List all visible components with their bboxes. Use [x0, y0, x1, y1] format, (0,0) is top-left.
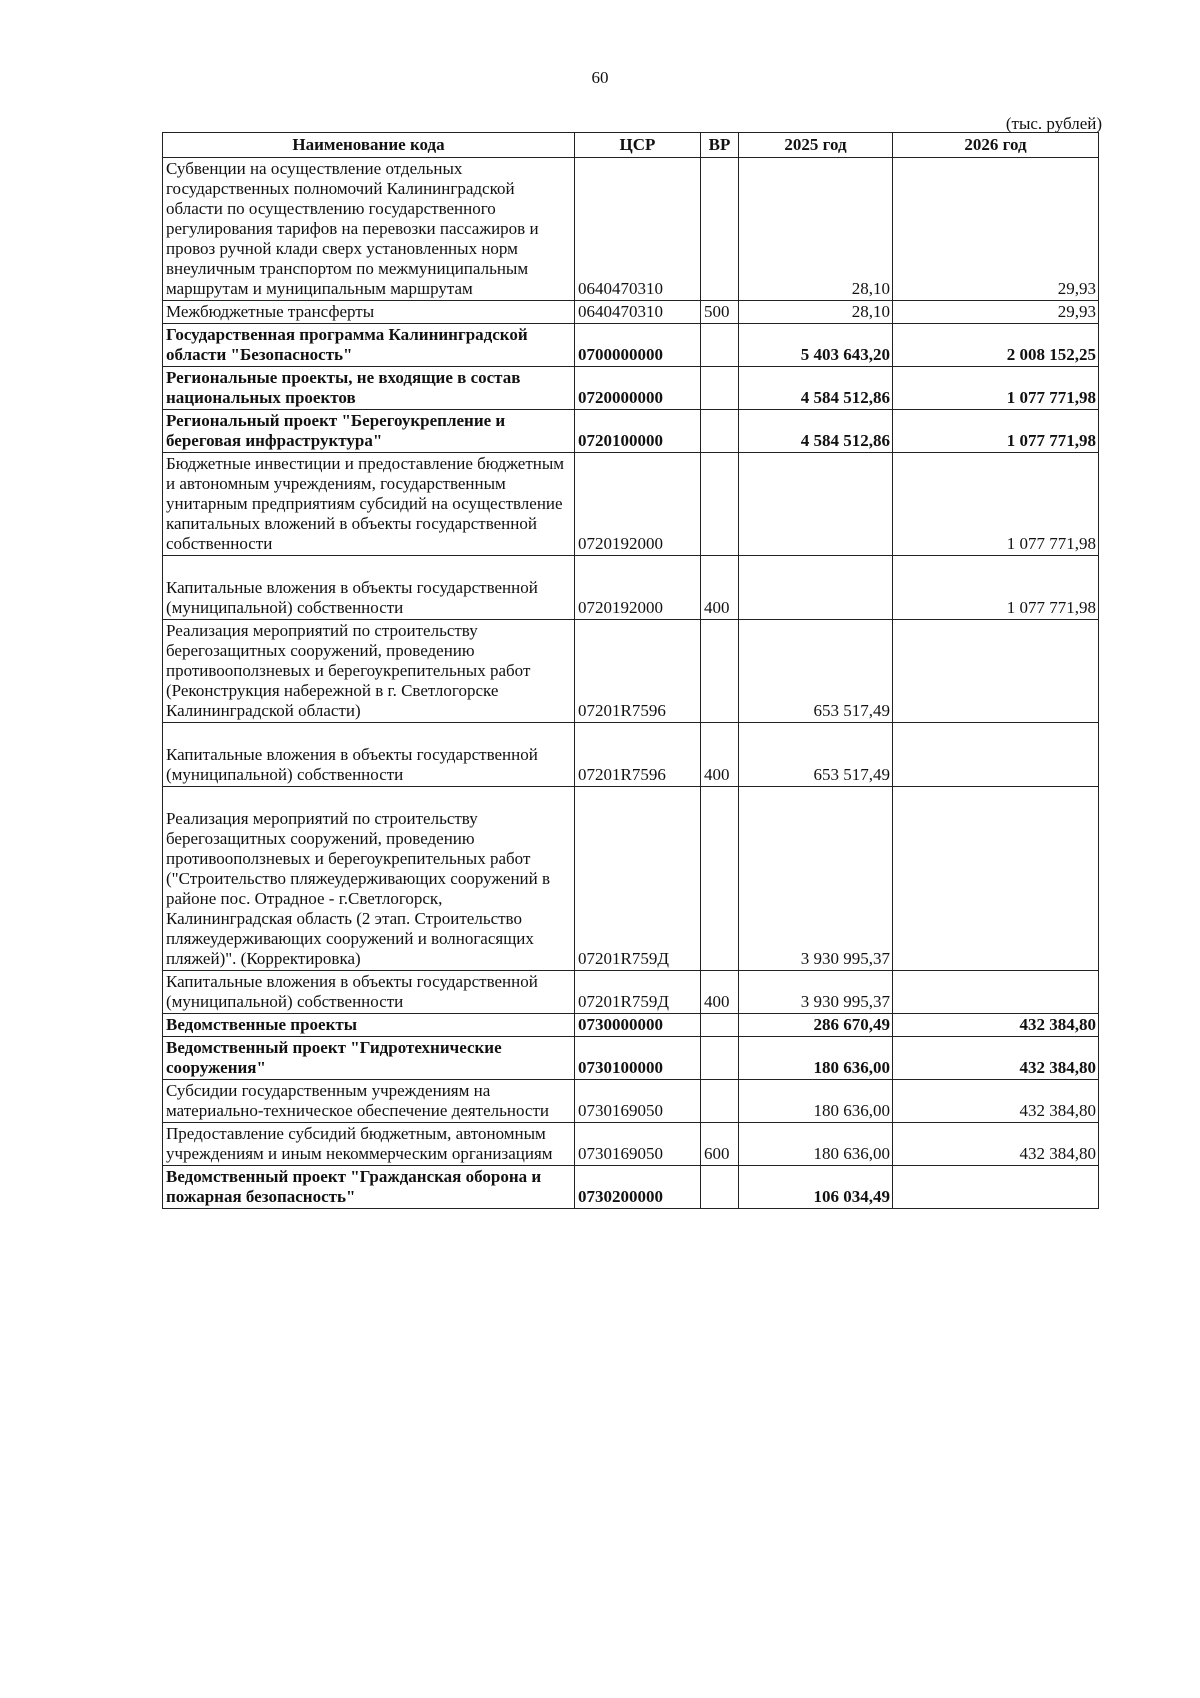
cell-name: Капитальные вложения в объекты государственной (муниципальной) собственности — [163, 971, 575, 1014]
cell-csr: 0730200000 — [575, 1166, 701, 1209]
cell-name: Реализация мероприятий по строительству берегозащитных сооружений, проведению противооползневых и берегоукрепительных работ ("Строительство пляжеудерживающих сооружений в районе пос. Отрадное - г.Светлогорск, Калининградская область (2 этап. Строительство пляжеудерживающих сооружений и волногасящих пляжей)". (Корректировка) — [163, 787, 575, 971]
cell-csr: 07201R759Д — [575, 971, 701, 1014]
table-row — [163, 556, 1099, 620]
table-row — [163, 1014, 1099, 1037]
table-row — [163, 324, 1099, 367]
header-csr: ЦСР — [575, 133, 701, 158]
cell-y2026: 29,93 — [893, 158, 1099, 301]
table-row — [163, 787, 1099, 971]
cell-name: Государственная программа Калининградской области "Безопасность" — [163, 324, 575, 367]
cell-y2026 — [893, 787, 1099, 971]
table-row — [163, 1123, 1099, 1166]
cell-y2025: 3 930 995,37 — [739, 971, 893, 1014]
cell-y2026 — [893, 723, 1099, 787]
cell-vr: 400 — [701, 723, 739, 787]
table-row — [163, 367, 1099, 410]
table-row — [163, 301, 1099, 324]
header-row — [163, 133, 1099, 158]
cell-csr: 07201R7596 — [575, 620, 701, 723]
cell-vr — [701, 158, 739, 301]
cell-csr: 0720000000 — [575, 367, 701, 410]
table-row — [163, 1037, 1099, 1080]
cell-y2025: 4 584 512,86 — [739, 410, 893, 453]
table-row — [163, 158, 1099, 301]
cell-csr: 0730169050 — [575, 1123, 701, 1166]
cell-name: Капитальные вложения в объекты государственной (муниципальной) собственности — [163, 556, 575, 620]
cell-y2026 — [893, 971, 1099, 1014]
table-row — [163, 971, 1099, 1014]
cell-y2025: 180 636,00 — [739, 1123, 893, 1166]
table-row — [163, 410, 1099, 453]
cell-name: Капитальные вложения в объекты государственной (муниципальной) собственности — [163, 723, 575, 787]
cell-csr: 0720100000 — [575, 410, 701, 453]
cell-name: Ведомственный проект "Гражданская оборона и пожарная безопасность" — [163, 1166, 575, 1209]
page-number: 60 — [591, 68, 609, 87]
cell-name: Предоставление субсидий бюджетным, автономным учреждениям и иным некоммерческим организациям — [163, 1123, 575, 1166]
cell-csr: 0720192000 — [575, 556, 701, 620]
cell-y2025 — [739, 556, 893, 620]
table-row — [163, 1080, 1099, 1123]
cell-vr — [701, 324, 739, 367]
cell-y2026: 1 077 771,98 — [893, 410, 1099, 453]
cell-name: Ведомственные проекты — [163, 1014, 575, 1037]
cell-y2025: 28,10 — [739, 301, 893, 324]
cell-y2026: 1 077 771,98 — [893, 453, 1099, 556]
cell-vr — [701, 620, 739, 723]
table-body — [163, 158, 1099, 1209]
cell-csr: 0730169050 — [575, 1080, 701, 1123]
cell-y2025: 286 670,49 — [739, 1014, 893, 1037]
header-2026: 2026 год — [893, 133, 1099, 158]
cell-vr — [701, 1080, 739, 1123]
cell-name: Региональные проекты, не входящие в состав национальных проектов — [163, 367, 575, 410]
cell-y2025: 5 403 643,20 — [739, 324, 893, 367]
cell-name: Субвенции на осуществление отдельных государственных полномочий Калининградской области по осуществлению государственного регулирования тарифов на перевозки пассажиров и провоз ручной клади сверх установленных норм внеуличным транспортом по межмуниципальным маршрутам и муниципальным маршрутам — [163, 158, 575, 301]
cell-y2026: 432 384,80 — [893, 1080, 1099, 1123]
cell-vr — [701, 453, 739, 556]
cell-vr — [701, 367, 739, 410]
header-name: Наименование кода — [163, 133, 575, 158]
cell-y2026: 29,93 — [893, 301, 1099, 324]
cell-y2026: 1 077 771,98 — [893, 367, 1099, 410]
cell-csr: 07201R759Д — [575, 787, 701, 971]
cell-name: Бюджетные инвестиции и предоставление бюджетным и автономным учреждениям, государственным унитарным предприятиям субсидий на осуществление капитальных вложений в объекты государственной собственности — [163, 453, 575, 556]
cell-y2025: 180 636,00 — [739, 1037, 893, 1080]
cell-csr: 0640470310 — [575, 158, 701, 301]
cell-vr: 600 — [701, 1123, 739, 1166]
cell-vr: 400 — [701, 556, 739, 620]
header-2025: 2025 год — [739, 133, 893, 158]
cell-name: Региональный проект "Берегоукрепление и береговая инфраструктура" — [163, 410, 575, 453]
cell-name: Субсидии государственным учреждениям на материально-техническое обеспечение деятельности — [163, 1080, 575, 1123]
cell-csr: 0730000000 — [575, 1014, 701, 1037]
cell-y2025: 4 584 512,86 — [739, 367, 893, 410]
cell-y2026 — [893, 620, 1099, 723]
cell-y2026 — [893, 1166, 1099, 1209]
cell-vr — [701, 410, 739, 453]
cell-vr: 400 — [701, 971, 739, 1014]
table-row — [163, 723, 1099, 787]
cell-name: Межбюджетные трансферты — [163, 301, 575, 324]
table-header — [163, 133, 1099, 158]
cell-y2026: 432 384,80 — [893, 1014, 1099, 1037]
cell-vr — [701, 1037, 739, 1080]
cell-y2025: 106 034,49 — [739, 1166, 893, 1209]
cell-csr: 07201R7596 — [575, 723, 701, 787]
cell-y2025 — [739, 453, 893, 556]
cell-y2026: 2 008 152,25 — [893, 324, 1099, 367]
header-vr: ВР — [701, 133, 739, 158]
cell-vr — [701, 787, 739, 971]
cell-vr — [701, 1166, 739, 1209]
cell-name: Ведомственный проект "Гидротехнические сооружения" — [163, 1037, 575, 1080]
cell-y2025: 180 636,00 — [739, 1080, 893, 1123]
cell-y2025: 653 517,49 — [739, 620, 893, 723]
cell-y2026: 1 077 771,98 — [893, 556, 1099, 620]
cell-y2026: 432 384,80 — [893, 1037, 1099, 1080]
cell-y2025: 653 517,49 — [739, 723, 893, 787]
units-note: (тыс. рублей) — [1005, 114, 1102, 133]
cell-vr: 500 — [701, 301, 739, 324]
table-row — [163, 1166, 1099, 1209]
budget-table — [162, 132, 1099, 1209]
cell-csr: 0730100000 — [575, 1037, 701, 1080]
table-row — [163, 453, 1099, 556]
table-row — [163, 620, 1099, 723]
cell-y2025: 3 930 995,37 — [739, 787, 893, 971]
cell-csr: 0700000000 — [575, 324, 701, 367]
cell-name: Реализация мероприятий по строительству берегозащитных сооружений, проведению противооползневых и берегоукрепительных работ (Реконструкция набережной в г. Светлогорске Калининградской области) — [163, 620, 575, 723]
cell-vr — [701, 1014, 739, 1037]
cell-csr: 0640470310 — [575, 301, 701, 324]
cell-csr: 0720192000 — [575, 453, 701, 556]
cell-y2025: 28,10 — [739, 158, 893, 301]
cell-y2026: 432 384,80 — [893, 1123, 1099, 1166]
